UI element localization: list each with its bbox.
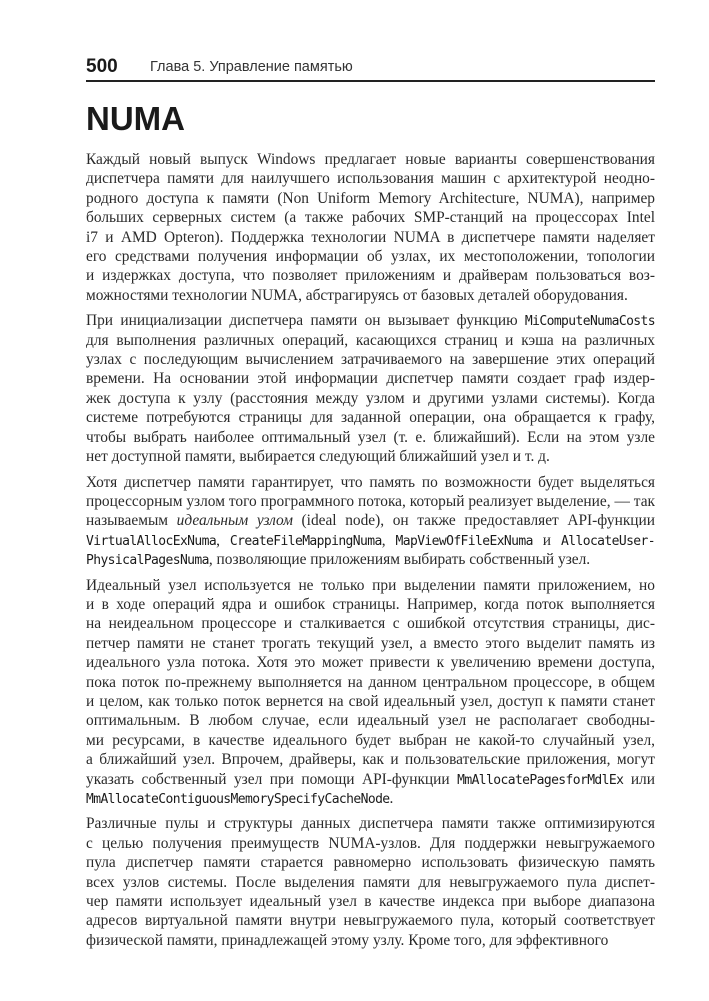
text-line bbox=[86, 492, 655, 511]
code-identifier: MmAllocateContiguousMemorySpecifyCacheNode bbox=[86, 792, 390, 807]
text-run: , позволяющие приложениям выбирать собственный узел. bbox=[208, 551, 591, 569]
text-line bbox=[86, 511, 655, 530]
text-run: всех узлов системы. После выделения памяти для невыгружаемого пула диспет- bbox=[86, 873, 655, 891]
text-line bbox=[86, 673, 655, 692]
text-run: можностями технологии NUMA, абстрагируясь от базовых деталей оборудования. bbox=[86, 286, 628, 304]
text-line bbox=[86, 331, 655, 350]
text-line bbox=[86, 550, 655, 569]
text-run: времени. На основании этой информации диспетчер памяти создает граф издер- bbox=[86, 370, 655, 388]
text-run: и в ходе операций ядра и ошибок страницы. Например, когда поток выполняется bbox=[86, 595, 655, 613]
text-line bbox=[86, 911, 655, 930]
text-run: Каждый новый выпуск Windows предлагает новые варианты совершенствования bbox=[86, 151, 655, 168]
text-line bbox=[86, 614, 655, 633]
text-run: (ideal node), он также предоставляет API-функции bbox=[292, 512, 656, 530]
text-run: пока поток по-прежнему выполняется на данном центральном процессоре, в общем bbox=[86, 673, 655, 691]
text-line bbox=[86, 692, 655, 711]
text-run: на неидеальном процессоре и сталкивается с ошибкой отсутствия страницы, дис- bbox=[86, 615, 655, 633]
paragraph bbox=[86, 814, 655, 950]
text-line bbox=[86, 789, 655, 808]
text-run: ми ресурсами, в качестве идеального будет выбран не какой-то случайный узел, bbox=[86, 731, 655, 749]
text-run: диспетчера памяти для наилучшего использования машин с архитектурой неодно- bbox=[86, 170, 655, 188]
text-run: его средствами получения информации об узлах, их местоположении, топологии bbox=[86, 248, 655, 266]
text-line bbox=[86, 634, 655, 653]
text-run: Хотя диспетчер памяти гарантирует, что память по возможности будет выделяться bbox=[86, 473, 655, 491]
text-line bbox=[86, 150, 655, 169]
code-identifier: VirtualAllocExNuma bbox=[86, 533, 217, 549]
text-line bbox=[86, 428, 655, 447]
text-run: адресов виртуальной памяти внутри невыгружаемого пула, который соответствует bbox=[86, 912, 655, 930]
text-line bbox=[86, 770, 655, 789]
text-line bbox=[86, 931, 655, 950]
text-run: Идеальный узел используется не только при выделении памяти приложением, но bbox=[86, 576, 655, 594]
chapter-title: Глава 5. Управление памятью bbox=[150, 59, 353, 75]
text-run: и целом, как только поток вернется на свой идеальный узел, доступ к памяти станет bbox=[86, 692, 655, 710]
text-line bbox=[86, 892, 655, 911]
text-run: физической памяти, принадлежащей этому узлу. Кроме того, для эффективного bbox=[86, 931, 609, 949]
text-line bbox=[86, 408, 655, 427]
text-line bbox=[86, 369, 655, 388]
text-line bbox=[86, 350, 655, 369]
text-run: Различные пулы и структуры данных диспетчера памяти также оптимизируются bbox=[86, 815, 655, 833]
text-run: пула диспетчер памяти старается равномерно использовать физическую память bbox=[86, 854, 655, 872]
text-line bbox=[86, 576, 655, 595]
text-line bbox=[86, 834, 655, 853]
text-line bbox=[86, 595, 655, 614]
text-line bbox=[86, 531, 655, 550]
text-line bbox=[86, 311, 655, 330]
text-run: процессорным узлом того программного потока, который реализует выделение, — так bbox=[86, 492, 655, 510]
text-run: а ближайший узел. Впрочем, драйверы, как и пользовательские приложения, могут bbox=[86, 751, 655, 769]
paragraph bbox=[86, 150, 655, 305]
text-run: называемым bbox=[86, 512, 177, 530]
code-identifier: MmAllocatePagesforMdlEx bbox=[457, 772, 624, 788]
code-identifier: PhysicalPagesNuma bbox=[86, 553, 209, 569]
text-run: с целью получения преимуществ NUMA-узлов. Для поддержки невыгружаемого bbox=[86, 834, 655, 852]
text-run: больших серверных систем (а также рабочих SMP-станций на процессорах Intel bbox=[86, 209, 655, 227]
text-line bbox=[86, 208, 655, 227]
code-identifier: MiComputeNumaCosts bbox=[524, 314, 655, 330]
text-line bbox=[86, 731, 655, 750]
code-identifier: AllocateUser- bbox=[561, 533, 655, 549]
text-run: системе потребуются страницы для заданной операции, она обращается к графу, bbox=[86, 409, 655, 427]
text-line bbox=[86, 711, 655, 730]
text-run: оптимальным. В любом случае, если идеальный узел не располагает свободны- bbox=[86, 712, 655, 730]
text-run: чтобы выбрать наиболее оптимальный узел (т. е. ближайший). Если на этом узле bbox=[86, 428, 655, 446]
text-line bbox=[86, 286, 655, 305]
italic-term: идеальным узлом bbox=[176, 512, 293, 530]
section-title: NUMA bbox=[86, 100, 185, 137]
text-run: родного доступа к памяти (Non Uniform Memory Architecture, NUMA), например bbox=[86, 189, 655, 207]
text-line bbox=[86, 247, 655, 266]
text-run: петчер памяти не станет трогать текущий узел, а вместо этого выделит память из bbox=[86, 634, 655, 652]
text-run: указать собственный узел при помощи API-функции bbox=[86, 770, 458, 788]
text-line bbox=[86, 873, 655, 892]
text-run: узлах с последующим вычислением затрачиваемого на завершение этих операций bbox=[86, 351, 655, 369]
text-line bbox=[86, 653, 655, 672]
text-run: идеального узла потока. Хотя это может привести к увеличению времени доступа, bbox=[86, 654, 655, 672]
text-line bbox=[86, 266, 655, 285]
running-header bbox=[86, 56, 655, 82]
text-run: i7 и AMD Opteron). Поддержка технологии NUMA в диспетчере памяти наделяет bbox=[86, 228, 655, 246]
text-run: и bbox=[532, 531, 562, 549]
text-run: чер памяти использует идеальный узел в качестве индекса при выборе диапазона bbox=[86, 893, 655, 911]
text-line bbox=[86, 389, 655, 408]
paragraph bbox=[86, 473, 655, 570]
paragraph bbox=[86, 311, 655, 466]
text-line bbox=[86, 750, 655, 769]
text-run: нет доступной памяти, выбирается следующий ближайший узел и т. д. bbox=[86, 448, 550, 466]
text-line bbox=[86, 853, 655, 872]
text-line bbox=[86, 814, 655, 833]
text-run: для выполнения различных операций, касающихся страниц и кэша на различных bbox=[86, 331, 655, 349]
text-run: , bbox=[216, 531, 230, 549]
text-line bbox=[86, 169, 655, 188]
text-line bbox=[86, 228, 655, 247]
text-run: . bbox=[389, 790, 394, 807]
text-run: При инициализации диспетчера памяти он вызывает функцию bbox=[86, 312, 525, 330]
text-run: , bbox=[381, 531, 396, 549]
code-identifier: MapViewOfFileExNuma bbox=[395, 533, 533, 549]
text-run: жек доступа к узлу (расстояния между узлом и другими узлами системы). Когда bbox=[86, 389, 655, 407]
text-run: или bbox=[623, 770, 655, 788]
text-line bbox=[86, 189, 655, 208]
paragraph bbox=[86, 576, 655, 809]
text-run: и издержках доступа, что позволяет приложениям и драйверам пользоваться воз- bbox=[86, 267, 655, 285]
body-text bbox=[86, 150, 655, 956]
code-identifier: CreateFileMappingNuma bbox=[229, 533, 382, 549]
text-line bbox=[86, 447, 655, 466]
text-line bbox=[86, 473, 655, 492]
page-number: 500 bbox=[86, 56, 118, 77]
